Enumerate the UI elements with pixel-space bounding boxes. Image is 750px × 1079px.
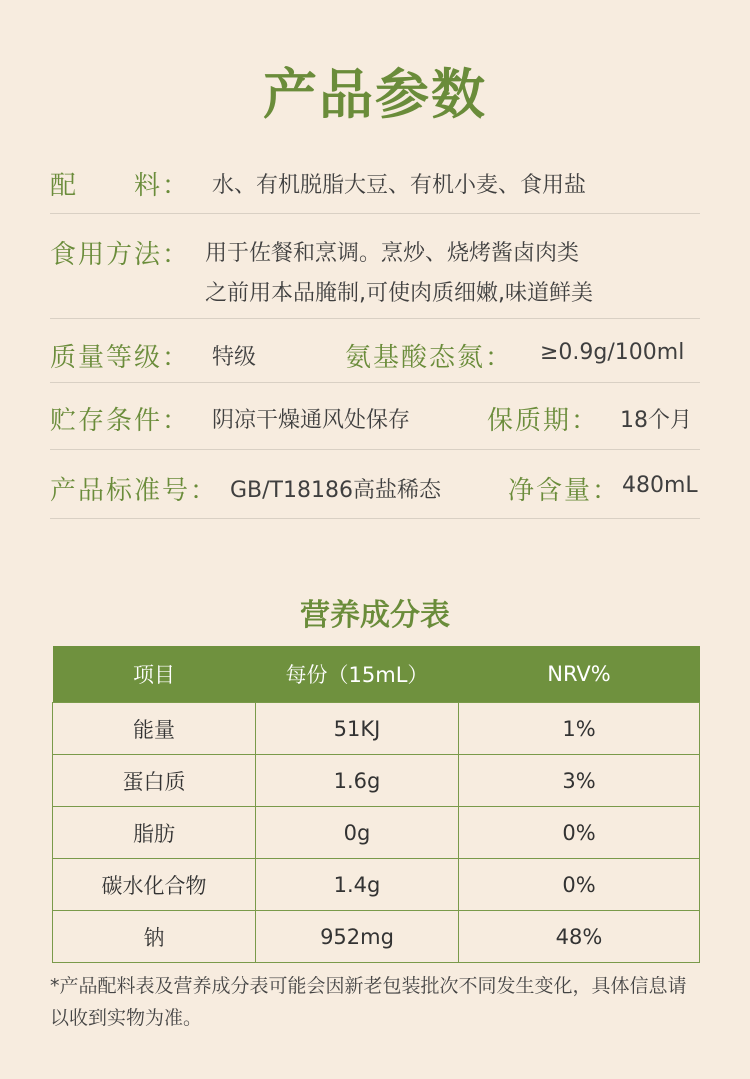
table-row: [53, 911, 700, 963]
usage-line2: 之前用本品腌制,可使肉质细嫩,味道鲜美: [205, 281, 593, 306]
table-row: [53, 859, 700, 911]
cell-item: 能量: [53, 703, 256, 755]
divider: [50, 518, 700, 519]
table-row: [53, 807, 700, 859]
cell-amount: 1.4g: [256, 859, 459, 911]
header-per-serving: 每份（15mL）: [256, 646, 459, 703]
table-row: [53, 755, 700, 807]
amino-label: 氨基酸态氮：: [345, 343, 514, 373]
divider: [50, 213, 700, 214]
cell-item: 碳水化合物: [53, 859, 256, 911]
shelf-value: 18个月: [620, 408, 692, 433]
net-label: 净含量：: [508, 476, 621, 506]
nutrition-title: 营养成分表: [300, 598, 450, 633]
cell-amount: 51KJ: [256, 703, 459, 755]
usage-line1: 用于佐餐和烹调。烹炒、烧烤酱卤肉类: [205, 241, 580, 266]
table-header-row: [53, 646, 700, 703]
net-value: 480mL: [622, 473, 698, 498]
shelf-label: 保质期：: [487, 406, 600, 436]
divider: [50, 318, 700, 319]
cell-nrv: 0%: [459, 859, 700, 911]
nutrition-table: [52, 646, 700, 963]
cell-nrv: 3%: [459, 755, 700, 807]
cell-nrv: 0%: [459, 807, 700, 859]
cell-nrv: 1%: [459, 703, 700, 755]
cell-amount: 0g: [256, 807, 459, 859]
ingredients-value: 水、有机脱脂大豆、有机小麦、食用盐: [212, 173, 587, 198]
header-nrv: NRV%: [459, 646, 700, 703]
grade-value: 特级: [212, 345, 257, 370]
cell-item: 蛋白质: [53, 755, 256, 807]
divider: [50, 382, 700, 383]
page-title: 产品参数: [263, 63, 487, 126]
footnote: *产品配料表及营养成分表可能会因新老包装批次不同发生变化，具体信息请以收到实物为准。: [50, 975, 687, 1029]
cell-item: 钠: [53, 911, 256, 963]
standard-label: 产品标准号：: [50, 476, 219, 506]
divider: [50, 449, 700, 450]
standard-value: GB/T18186高盐稀态: [230, 478, 441, 503]
usage-label: 食用方法：: [50, 240, 191, 270]
storage-label: 贮存条件：: [50, 406, 191, 436]
header-item: 项目: [53, 646, 256, 703]
amino-value: ≥0.9g/100ml: [540, 340, 685, 365]
table-row: [53, 703, 700, 755]
cell-item: 脂肪: [53, 807, 256, 859]
ingredients-label: 配 料：: [50, 171, 191, 201]
cell-amount: 1.6g: [256, 755, 459, 807]
grade-label: 质量等级：: [50, 343, 191, 373]
cell-nrv: 48%: [459, 911, 700, 963]
storage-value: 阴凉干燥通风处保存: [212, 408, 411, 433]
cell-amount: 952mg: [256, 911, 459, 963]
